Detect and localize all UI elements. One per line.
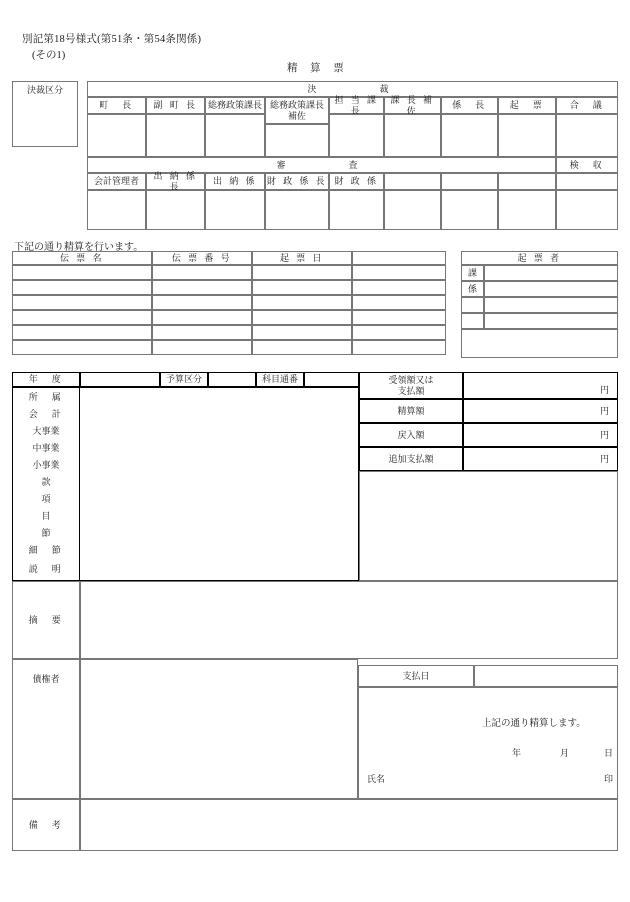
amount-label-line1: 受領額又は xyxy=(388,375,434,386)
fiscal-year-label xyxy=(12,372,80,387)
decision-sign-cell[interactable] xyxy=(384,114,441,157)
budget-detail-value-area[interactable] xyxy=(81,389,358,579)
slip-header-date xyxy=(252,251,352,265)
budget-row-label-saisetsu xyxy=(12,542,80,559)
currency-unit: 円 xyxy=(599,453,609,464)
fiscal-year-value[interactable] xyxy=(80,372,160,387)
decision-col-cho-cho xyxy=(87,97,146,114)
decision-sign-cell[interactable] xyxy=(556,114,618,157)
decision-col-fuku-cho-cho xyxy=(146,97,205,114)
budget-row-label-kan xyxy=(12,474,80,491)
slip-cell-number[interactable] xyxy=(152,340,252,355)
review-col-suito-kakaricho xyxy=(146,173,205,190)
drafter-row-label-ka xyxy=(461,265,484,281)
decision-sign-cell[interactable] xyxy=(146,114,205,157)
review-col-label: 財 政 係 xyxy=(334,176,379,187)
budget-row-label-daijigyo xyxy=(12,423,80,440)
budget-row-label-shozoku xyxy=(12,389,80,406)
budget-row-label-setsumei xyxy=(12,559,80,579)
slip-cell-extra[interactable] xyxy=(352,340,446,355)
currency-unit: 円 xyxy=(599,384,609,395)
inspection-header-label: 検 収 xyxy=(569,159,605,170)
decision-sign-cell[interactable] xyxy=(265,124,329,157)
creditor-value[interactable] xyxy=(80,659,358,799)
fiscal-year-label-text: 年 度 xyxy=(28,374,64,385)
budget-row-label: 中事業 xyxy=(32,443,60,454)
review-sign-cell[interactable] xyxy=(384,190,441,230)
amount-label-settlement xyxy=(359,399,463,423)
amount-label: 追加支払額 xyxy=(388,453,434,464)
payment-year-mark: 年 xyxy=(512,748,522,758)
budget-row-label: 会 計 xyxy=(28,409,64,420)
summary-value[interactable] xyxy=(80,581,618,659)
slip-cell-extra[interactable] xyxy=(352,295,446,310)
form-code: 別記第18号様式(第51条・第54条関係) xyxy=(22,34,202,45)
review-col-blank xyxy=(498,173,556,190)
budget-row-label-shojigyo xyxy=(12,457,80,474)
form-part: (その1) xyxy=(32,50,66,61)
review-col-label: 出 納 係 長 xyxy=(153,171,198,192)
budget-row-label: 所 属 xyxy=(28,392,64,403)
decision-col-label: 副 町 長 xyxy=(153,100,198,111)
amount-label-line2: 支払額 xyxy=(397,385,425,396)
decision-col-somu-seisaku-kacho xyxy=(205,97,265,114)
approval-classification-label: 決裁区分 xyxy=(26,85,63,95)
budget-row-label: 小事業 xyxy=(32,460,60,471)
decision-col-label: 課 長 補 佐 xyxy=(390,95,435,116)
decision-col-label-line1: 総務政策課長 xyxy=(269,100,324,111)
slip-cell-name[interactable] xyxy=(12,280,152,295)
drafter-header-label: 起 票 者 xyxy=(517,252,562,263)
account-number-label xyxy=(256,372,304,387)
payment-month-mark: 月 xyxy=(560,748,570,758)
slip-cell-date[interactable] xyxy=(252,340,352,355)
review-sign-cell[interactable] xyxy=(87,190,146,230)
remarks-label-text: 備 考 xyxy=(28,819,64,830)
amount-value-refund[interactable] xyxy=(463,423,618,447)
slip-cell-number[interactable] xyxy=(152,325,252,340)
slip-cell-date[interactable] xyxy=(252,280,352,295)
slip-cell-name[interactable] xyxy=(12,340,152,355)
currency-unit: 円 xyxy=(599,429,609,440)
amount-label: 精算額 xyxy=(397,405,425,416)
slip-cell-extra[interactable] xyxy=(352,325,446,340)
decision-col-label: 総務政策課長 xyxy=(207,100,262,111)
currency-unit: 円 xyxy=(599,405,609,416)
payment-seal-label: 印 xyxy=(604,774,614,784)
review-col-zaisei-kakari xyxy=(329,173,384,190)
amount-label-refund xyxy=(359,423,463,447)
decision-col-label-line2: 補佐 xyxy=(287,110,306,121)
budget-row-label: 大事業 xyxy=(32,426,60,437)
slip-cell-extra[interactable] xyxy=(352,280,446,295)
decision-sign-cell[interactable] xyxy=(205,114,265,157)
slip-cell-date[interactable] xyxy=(252,295,352,310)
slip-header-label: 伝 票 名 xyxy=(59,252,104,263)
drafter-header xyxy=(461,251,618,265)
review-col-label: 会計管理者 xyxy=(93,176,139,187)
slip-cell-name[interactable] xyxy=(12,295,152,310)
review-sign-cell[interactable] xyxy=(205,190,265,230)
drafter-row-value-blank[interactable] xyxy=(484,297,618,313)
slip-header-name xyxy=(12,251,152,265)
budget-row-label: 目 xyxy=(41,511,51,522)
drafter-row-label-blank xyxy=(461,313,484,329)
payment-declaration-text: 上記の通り精算します。 xyxy=(482,719,586,729)
review-sign-cell[interactable] xyxy=(265,190,329,230)
decision-sign-cell[interactable] xyxy=(441,114,498,157)
review-col-label: 出 納 係 xyxy=(212,176,257,187)
slip-header-label: 伝 票 番 号 xyxy=(171,252,233,263)
budget-row-label: 項 xyxy=(41,494,51,505)
remarks-value[interactable] xyxy=(80,799,618,851)
settlement-statement: 下記の通り精算を行います。 xyxy=(14,242,144,253)
payment-date-label xyxy=(358,665,474,687)
budget-division-label-text: 予算区分 xyxy=(165,374,202,385)
payment-day-mark: 日 xyxy=(604,748,614,758)
account-number-value[interactable] xyxy=(304,372,359,387)
budget-row-label: 細 節 xyxy=(28,545,64,556)
slip-cell-extra[interactable] xyxy=(352,310,446,325)
drafter-row-label-kakari xyxy=(461,281,484,297)
approval-classification-box[interactable] xyxy=(12,81,78,147)
amount-label-additional-payment xyxy=(359,447,463,471)
slip-cell-name[interactable] xyxy=(12,325,152,340)
creditor-label xyxy=(12,659,80,799)
drafter-row-label: 係 xyxy=(467,283,477,294)
budget-row-label-chujigyo xyxy=(12,440,80,457)
amount-value-additional-payment[interactable] xyxy=(463,447,618,471)
slip-header-extra xyxy=(352,251,446,265)
payment-date-value[interactable] xyxy=(474,665,618,687)
drafter-row-label-blank xyxy=(461,297,484,313)
decision-col-label: 町 長 xyxy=(99,100,134,111)
slip-cell-name[interactable] xyxy=(12,310,152,325)
payment-declaration-box xyxy=(358,687,618,799)
decision-col-label: 合 議 xyxy=(569,100,605,111)
review-sign-cell[interactable] xyxy=(329,190,384,230)
drafter-row-value-blank[interactable] xyxy=(484,313,618,329)
slip-cell-date[interactable] xyxy=(252,265,352,280)
amount-label-receipt-or-payment xyxy=(359,372,463,399)
decision-col-tanto-kacho xyxy=(329,97,384,114)
decision-col-somu-seisaku-kacho-hosa xyxy=(265,97,329,124)
decision-header-label: 決 裁 xyxy=(307,83,398,94)
slip-cell-number[interactable] xyxy=(152,280,252,295)
slip-cell-date[interactable] xyxy=(252,310,352,325)
payment-name-label: 氏名 xyxy=(367,774,386,784)
budget-row-label-moku xyxy=(12,508,80,525)
slip-cell-number[interactable] xyxy=(152,265,252,280)
budget-division-label xyxy=(160,372,208,387)
slip-cell-number[interactable] xyxy=(152,310,252,325)
inspection-header xyxy=(556,157,618,173)
review-sign-cell[interactable] xyxy=(556,190,618,230)
amount-value-settlement[interactable] xyxy=(463,399,618,423)
drafter-row-value-ka[interactable] xyxy=(484,265,618,281)
account-number-label-text: 科目通番 xyxy=(261,374,298,385)
slip-header-number xyxy=(152,251,252,265)
budget-row-label-kaikei xyxy=(12,406,80,423)
review-col-blank xyxy=(556,173,618,190)
payment-date-label-text: 支払日 xyxy=(402,670,430,681)
slip-cell-date[interactable] xyxy=(252,325,352,340)
review-sign-cell[interactable] xyxy=(498,190,556,230)
decision-sign-cell[interactable] xyxy=(87,114,146,157)
budget-row-label-ko xyxy=(12,491,80,508)
decision-col-kihyo xyxy=(498,97,556,114)
review-col-kaikei-kanrisha xyxy=(87,173,146,190)
amount-label: 戻入額 xyxy=(397,429,425,440)
amounts-free-area[interactable] xyxy=(359,471,618,581)
drafter-row-value-kakari[interactable] xyxy=(484,281,618,297)
decision-col-gogi xyxy=(556,97,618,114)
budget-row-label-setsu xyxy=(12,525,80,542)
budget-row-label: 款 xyxy=(41,477,51,488)
budget-row-label: 説 明 xyxy=(28,563,64,574)
page-title: 精 算 票 xyxy=(287,63,349,74)
remarks-label xyxy=(12,799,80,851)
review-col-zaisei-kakaricho xyxy=(265,173,329,190)
review-sign-cell[interactable] xyxy=(146,190,205,230)
decision-col-kakaricho xyxy=(441,97,498,114)
slip-header-label: 起 票 日 xyxy=(279,252,324,263)
review-col-label: 財 政 係 長 xyxy=(266,176,328,187)
summary-label xyxy=(12,581,80,659)
decision-col-label: 起 票 xyxy=(509,100,545,111)
amount-value-receipt-or-payment[interactable] xyxy=(463,372,618,399)
summary-label-text: 摘 要 xyxy=(28,614,64,625)
slip-cell-name[interactable] xyxy=(12,265,152,280)
budget-division-value[interactable] xyxy=(208,372,256,387)
decision-sign-cell[interactable] xyxy=(329,114,384,157)
decision-sign-cell[interactable] xyxy=(498,114,556,157)
decision-col-label: 係 長 xyxy=(452,100,487,111)
drafter-row-label: 課 xyxy=(467,267,477,278)
review-col-blank xyxy=(384,173,441,190)
budget-row-label: 節 xyxy=(41,528,51,539)
review-col-blank xyxy=(441,173,498,190)
decision-col-label: 担 当 課 長 xyxy=(334,95,379,116)
drafter-free-area[interactable] xyxy=(461,329,618,358)
review-col-suito-kakari xyxy=(205,173,265,190)
decision-col-kacho-hosa xyxy=(384,97,441,114)
creditor-label-text: 債権者 xyxy=(32,674,60,684)
slip-cell-number[interactable] xyxy=(152,295,252,310)
slip-cell-extra[interactable] xyxy=(352,265,446,280)
review-header-label: 審 査 xyxy=(276,159,367,170)
review-sign-cell[interactable] xyxy=(441,190,498,230)
